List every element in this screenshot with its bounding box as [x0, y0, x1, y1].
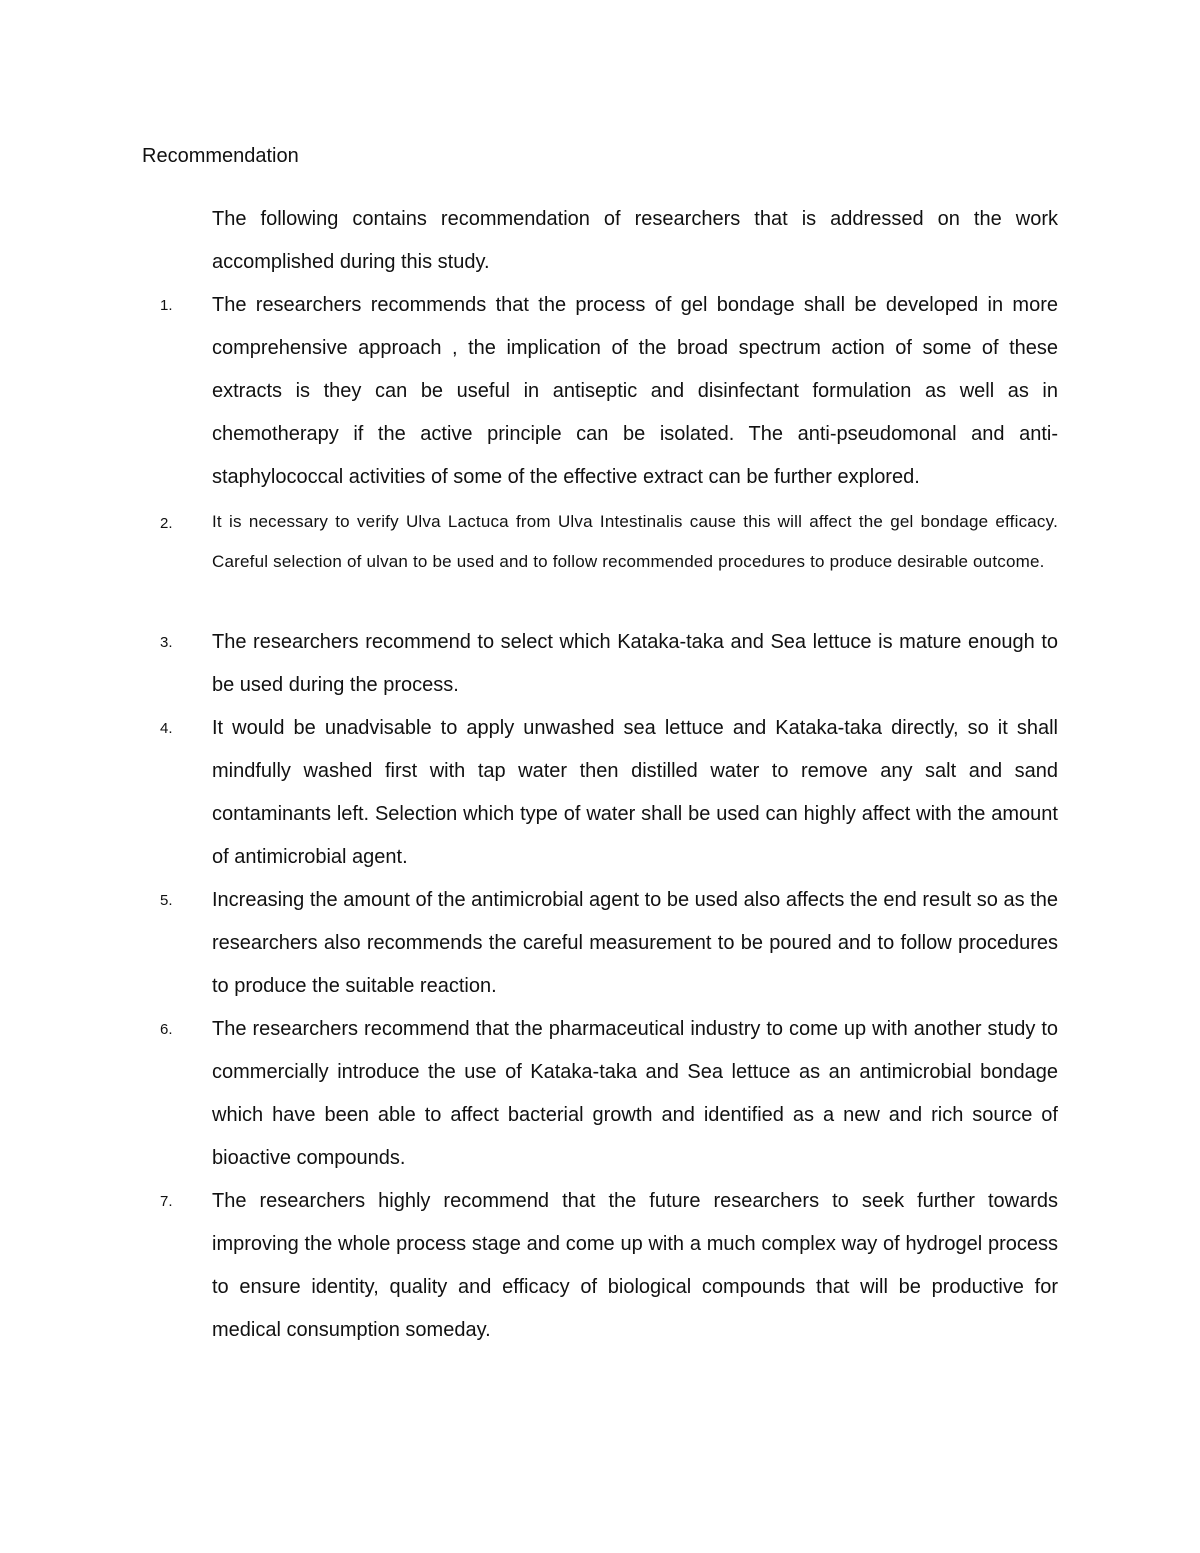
list-item-text: It would be unadvisable to apply unwashed sea lettuce and Kataka-taka directly, so it shall mindfully washed first with tap water then distilled water to remove any salt and sand contaminants left. Selection which type of water shall be used can highly affect with the amount of antimicrobial agent. — [212, 717, 1058, 868]
list-item-text: The researchers recommends that the process of gel bondage shall be developed in more comprehensive approach , the implication of the broad spectrum action of some of these extracts is they can be useful in antiseptic and disinfectant formulation as well as in chemotherapy if the active principle can be isolated. The anti-pseudomonal and anti-staphylococcal activities of some of the effective extract can be further explored. — [212, 294, 1058, 488]
list-item-number: 1. — [160, 297, 173, 314]
list-item-number: 3. — [160, 634, 173, 651]
document-heading: Recommendation — [142, 145, 299, 167]
list-item-number: 5. — [160, 892, 173, 909]
list-item-number: 2. — [160, 515, 173, 532]
list-item-number: 6. — [160, 1021, 173, 1038]
intro-paragraph: The following contains recommendation of researchers that is addressed on the work accomplished during this study. — [212, 208, 1058, 273]
list-item-text: It is necessary to verify Ulva Lactuca from Ulva Intestinalis cause this will affect the gel bondage efficacy. Careful selection of ulvan to be used and to follow recommended procedures to produce desirable outcome. — [212, 512, 1058, 571]
list-item-text: The researchers recommend that the pharmaceutical industry to come up with another study to commercially introduce the use of Kataka-taka and Sea lettuce as an antimicrobial bondage which have been able to affect bacterial growth and identified as a new and rich source of bioactive compounds. — [212, 1018, 1058, 1169]
list-item-number: 4. — [160, 720, 173, 737]
list-item-text: The researchers highly recommend that the future researchers to seek further towards improving the whole process stage and come up with a much complex way of hydrogel process to ensure identity, quality and efficacy of biological compounds that will be productive for medical consumption someday. — [212, 1190, 1058, 1341]
list-item-text: The researchers recommend to select which Kataka-taka and Sea lettuce is mature enough to be used during the process. — [212, 631, 1058, 696]
list-item-text: Increasing the amount of the antimicrobial agent to be used also affects the end result so as the researchers also recommends the careful measurement to be poured and to follow procedures to produce the suitable reaction. — [212, 889, 1058, 997]
list-item-number: 7. — [160, 1193, 173, 1210]
